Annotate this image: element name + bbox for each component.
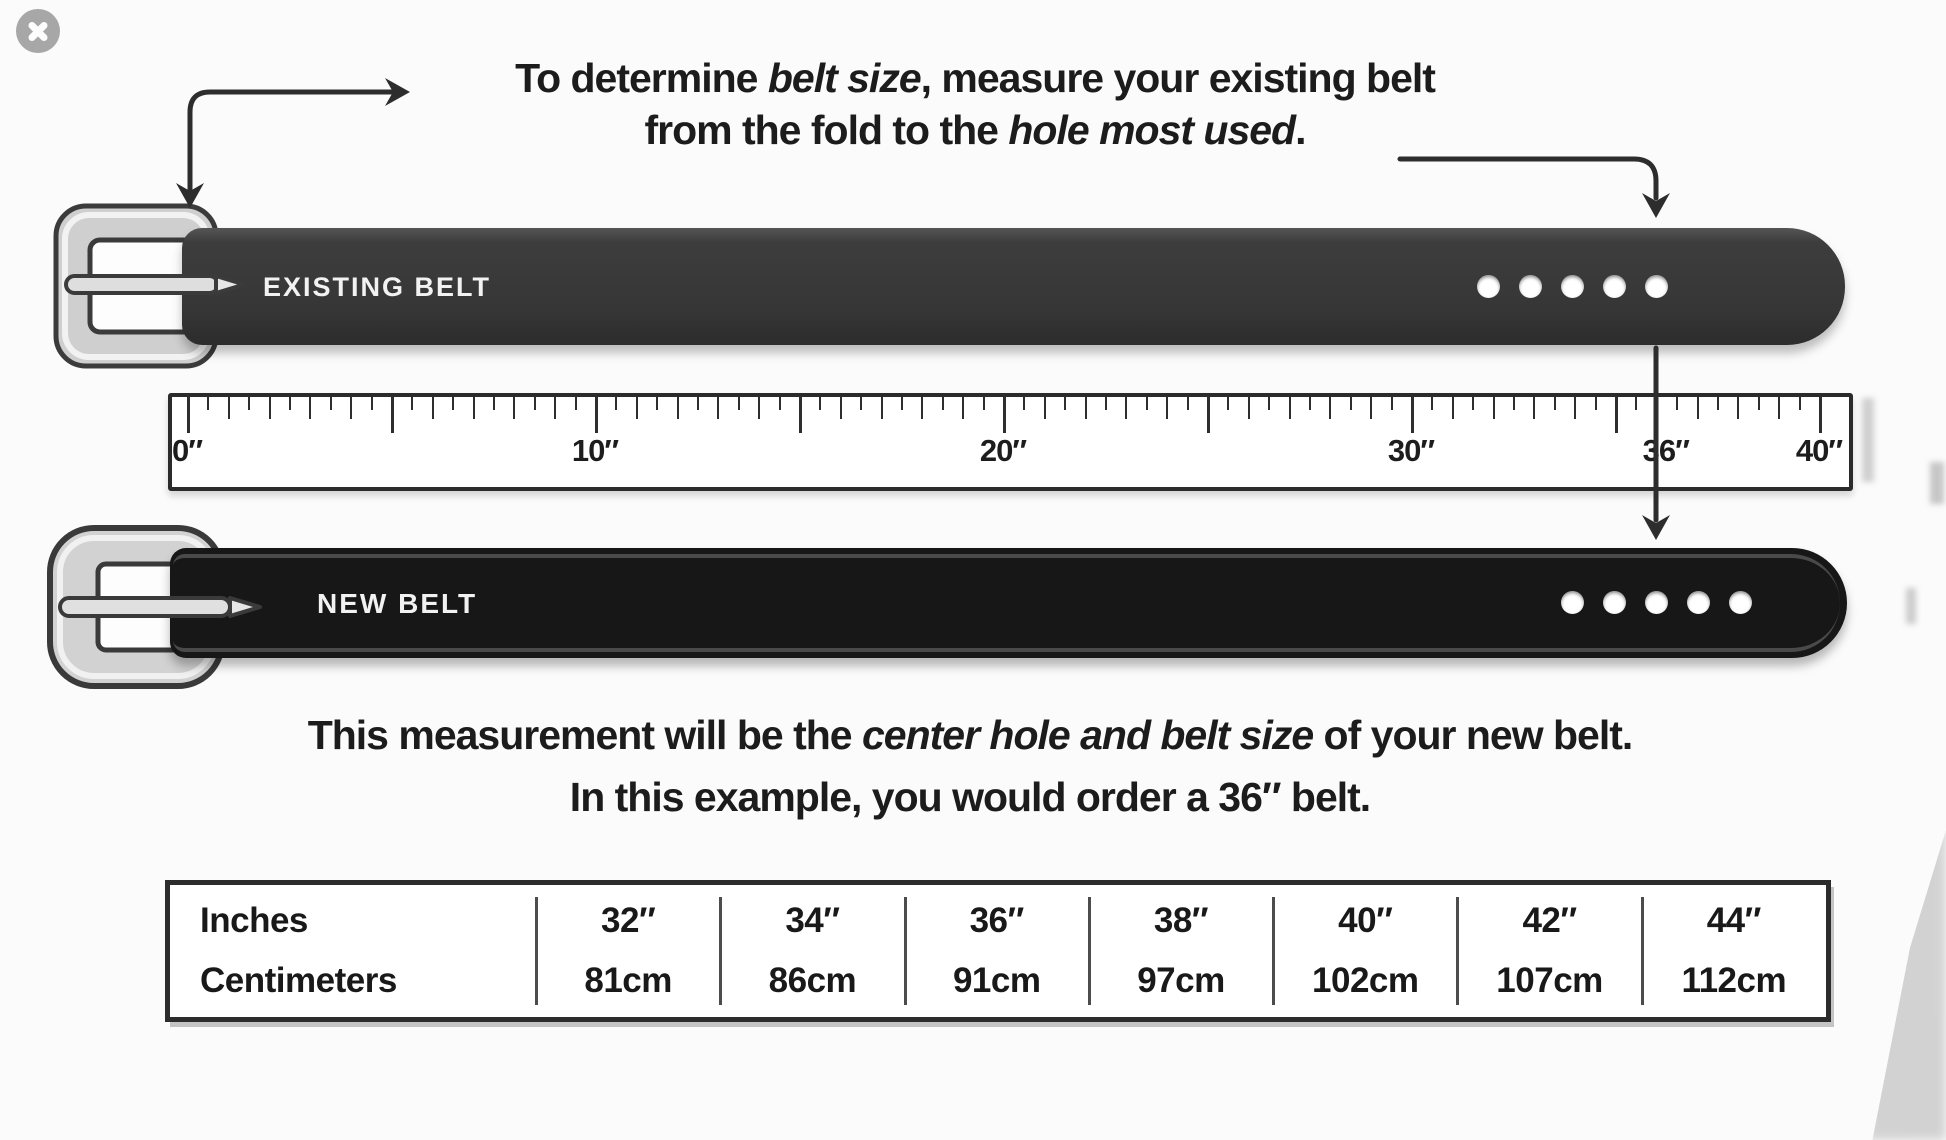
ruler-tick bbox=[595, 397, 598, 433]
ruler-tick bbox=[575, 397, 577, 410]
ruler-tick bbox=[1085, 397, 1087, 419]
ruler-tick bbox=[1370, 397, 1372, 419]
ruler-tick bbox=[1778, 397, 1780, 419]
scan-artifact bbox=[1906, 588, 1916, 624]
ruler-tick bbox=[1207, 397, 1210, 433]
ruler-label-10in: 10″ bbox=[571, 433, 619, 468]
ruler-tick bbox=[207, 397, 209, 410]
scan-artifact bbox=[1866, 830, 1946, 1140]
ruler-tick bbox=[1309, 397, 1311, 410]
ruler-tick bbox=[1329, 397, 1331, 419]
ruler-tick bbox=[1023, 397, 1025, 410]
ruler-tick bbox=[1819, 397, 1822, 433]
ruler-tick bbox=[717, 397, 719, 419]
ruler-tick bbox=[942, 397, 944, 410]
new-belt bbox=[170, 548, 1847, 658]
ruler-tick bbox=[1289, 397, 1291, 419]
table-row-headers bbox=[170, 885, 536, 1017]
column-divider bbox=[1272, 897, 1275, 1005]
scan-artifact bbox=[1862, 398, 1874, 482]
top-instruction-line1 bbox=[230, 52, 1720, 104]
bottom-instruction-line2: In this example, you would order a 36″ belt. bbox=[569, 774, 1371, 820]
ruler-tick bbox=[1105, 397, 1107, 410]
column-divider bbox=[1456, 897, 1459, 1005]
ruler-tick bbox=[921, 397, 923, 419]
ruler-tick bbox=[962, 397, 964, 419]
cell-centimeters: 112cm bbox=[1681, 961, 1787, 1000]
ruler-tick bbox=[758, 397, 760, 419]
cell-inches: 42″ bbox=[1522, 901, 1577, 940]
ruler-tick bbox=[1554, 397, 1556, 410]
ruler-label-0in: 0″ bbox=[171, 433, 203, 468]
ruler-scale bbox=[172, 397, 1849, 487]
column-divider bbox=[904, 897, 907, 1005]
ruler-tick bbox=[1656, 397, 1658, 419]
text-segment-emphasis: hole most used bbox=[1008, 107, 1296, 153]
ruler-tick bbox=[1493, 397, 1495, 419]
belt-hole bbox=[1561, 591, 1584, 614]
ruler-label-30in: 30″ bbox=[1387, 433, 1435, 468]
cell-inches: 32″ bbox=[601, 901, 656, 940]
cell-inches: 34″ bbox=[785, 901, 840, 940]
ruler-tick bbox=[1146, 397, 1148, 410]
cell-inches: 40″ bbox=[1338, 901, 1393, 940]
ruler-tick bbox=[901, 397, 903, 410]
ruler-tick bbox=[473, 397, 475, 419]
ruler-tick bbox=[269, 397, 271, 419]
ruler-tick bbox=[1615, 397, 1618, 433]
ruler-tick bbox=[493, 397, 495, 410]
belt-hole bbox=[1645, 591, 1668, 614]
cell-inches: 44″ bbox=[1706, 901, 1761, 940]
arrowhead-down-icon bbox=[1642, 515, 1670, 540]
text-segment-emphasis: belt size bbox=[767, 55, 921, 101]
ruler-tick bbox=[1411, 397, 1414, 433]
arrow-text-to-hole bbox=[1400, 159, 1656, 198]
column-divider bbox=[535, 897, 538, 1005]
ruler-tick bbox=[452, 397, 454, 410]
ruler-label-36in: 36″ bbox=[1642, 433, 1689, 468]
text-segment: To determine bbox=[515, 55, 768, 101]
ruler-tick bbox=[1227, 397, 1229, 410]
ruler-tick bbox=[738, 397, 740, 410]
text-segment-emphasis: center hole and belt size bbox=[861, 712, 1314, 758]
ruler-tick bbox=[881, 397, 883, 419]
size-column-40″ bbox=[1273, 885, 1457, 1017]
bottom-instruction-line1 bbox=[100, 704, 1840, 766]
belt-hole bbox=[1519, 275, 1542, 298]
close-button[interactable] bbox=[16, 9, 60, 53]
cell-centimeters: 107cm bbox=[1496, 961, 1603, 1000]
ruler-tick bbox=[799, 397, 802, 433]
ruler-tick bbox=[1431, 397, 1433, 410]
column-divider bbox=[719, 897, 722, 1005]
ruler-tick bbox=[248, 397, 250, 410]
text-segment: from the fold to the bbox=[644, 107, 1009, 153]
ruler-tick bbox=[1717, 397, 1719, 410]
cell-centimeters: 102cm bbox=[1312, 961, 1419, 1000]
ruler-tick bbox=[187, 397, 190, 433]
ruler-label-20in: 20″ bbox=[979, 433, 1027, 468]
cell-centimeters: 91cm bbox=[952, 961, 1041, 1000]
existing-belt bbox=[182, 228, 1845, 345]
ruler-tick bbox=[983, 397, 985, 410]
existing-belt-label: EXISTING BELT bbox=[263, 272, 492, 302]
top-instruction bbox=[230, 52, 1720, 156]
belt-hole bbox=[1561, 275, 1584, 298]
arrowhead-down-icon bbox=[1642, 193, 1670, 218]
ruler-tick bbox=[1248, 397, 1250, 419]
ruler-tick bbox=[1125, 397, 1127, 419]
ruler-tick bbox=[697, 397, 699, 410]
ruler-tick bbox=[1574, 397, 1576, 419]
belt-hole bbox=[1645, 275, 1668, 298]
ruler-tick bbox=[1472, 397, 1474, 410]
ruler-tick bbox=[779, 397, 781, 410]
ruler-tick bbox=[289, 397, 291, 410]
ruler-tick bbox=[330, 397, 332, 410]
size-column-44″ bbox=[1642, 885, 1826, 1017]
cell-centimeters: 86cm bbox=[768, 961, 857, 1000]
ruler-tick bbox=[1737, 397, 1739, 419]
row-header-inches: Inches bbox=[200, 901, 308, 940]
ruler-tick bbox=[228, 397, 230, 419]
belt-hole bbox=[1603, 591, 1626, 614]
ruler-tick bbox=[1003, 397, 1006, 433]
ruler-tick bbox=[1350, 397, 1352, 410]
column-divider bbox=[1088, 897, 1091, 1005]
ruler-tick bbox=[1064, 397, 1066, 410]
text-segment: , measure your existing belt bbox=[920, 55, 1435, 101]
cell-inches: 36″ bbox=[969, 901, 1024, 940]
size-column-32″ bbox=[536, 885, 720, 1017]
belt-hole bbox=[1729, 591, 1752, 614]
column-divider bbox=[1641, 897, 1644, 1005]
ruler-tick bbox=[432, 397, 434, 419]
ruler-tick bbox=[636, 397, 638, 419]
cell-centimeters: 97cm bbox=[1137, 961, 1225, 1000]
ruler-tick bbox=[677, 397, 679, 419]
ruler-tick bbox=[1513, 397, 1515, 410]
new-belt-label: NEW BELT bbox=[317, 588, 478, 619]
belt-hole bbox=[1687, 591, 1710, 614]
bottom-instruction bbox=[100, 704, 1840, 828]
scan-artifact bbox=[1930, 462, 1944, 504]
cell-inches: 38″ bbox=[1153, 901, 1209, 940]
text-segment: This measurement will be the bbox=[307, 712, 862, 758]
ruler-tick bbox=[350, 397, 352, 419]
belt-hole bbox=[1477, 275, 1500, 298]
ruler-tick bbox=[1187, 397, 1189, 410]
ruler-tick bbox=[1044, 397, 1046, 419]
ruler-label-40in: 40″ bbox=[1795, 433, 1843, 468]
text-segment: . bbox=[1295, 107, 1306, 153]
ruler-tick bbox=[554, 397, 556, 419]
row-header-centimeters: Centimeters bbox=[200, 961, 397, 1000]
ruler-tick bbox=[1595, 397, 1597, 410]
existing-belt-buckle-prong bbox=[48, 196, 260, 380]
ruler-tick bbox=[411, 397, 413, 410]
top-instruction-line2 bbox=[230, 104, 1720, 156]
new-belt-buckle-prong bbox=[40, 516, 270, 702]
ruler-tick bbox=[840, 397, 842, 419]
ruler-tick bbox=[1268, 397, 1270, 410]
ruler-tick bbox=[309, 397, 311, 419]
ruler-tick bbox=[656, 397, 658, 410]
ruler-tick bbox=[1452, 397, 1454, 419]
ruler-tick bbox=[1391, 397, 1393, 410]
ruler-tick bbox=[819, 397, 821, 410]
ruler-tick bbox=[1697, 397, 1699, 419]
ruler-tick bbox=[615, 397, 617, 410]
ruler-tick bbox=[391, 397, 394, 433]
ruler-tick bbox=[534, 397, 536, 410]
ruler-tick bbox=[1799, 397, 1801, 410]
ruler-tick bbox=[1676, 397, 1678, 410]
size-column-36″ bbox=[905, 885, 1089, 1017]
belt-hole bbox=[1603, 275, 1626, 298]
ruler-tick bbox=[1166, 397, 1168, 419]
ruler-tick bbox=[1635, 397, 1637, 410]
ruler bbox=[168, 393, 1853, 491]
size-column-42″ bbox=[1457, 885, 1641, 1017]
size-conversion-table bbox=[165, 880, 1831, 1022]
ruler-tick bbox=[860, 397, 862, 410]
text-segment: of your new belt. bbox=[1313, 712, 1633, 758]
size-column-38″ bbox=[1089, 885, 1273, 1017]
cell-centimeters: 81cm bbox=[584, 961, 672, 1000]
ruler-tick bbox=[513, 397, 515, 419]
ruler-tick bbox=[1533, 397, 1535, 419]
ruler-tick bbox=[371, 397, 373, 410]
ruler-tick bbox=[1758, 397, 1760, 410]
size-column-34″ bbox=[720, 885, 904, 1017]
